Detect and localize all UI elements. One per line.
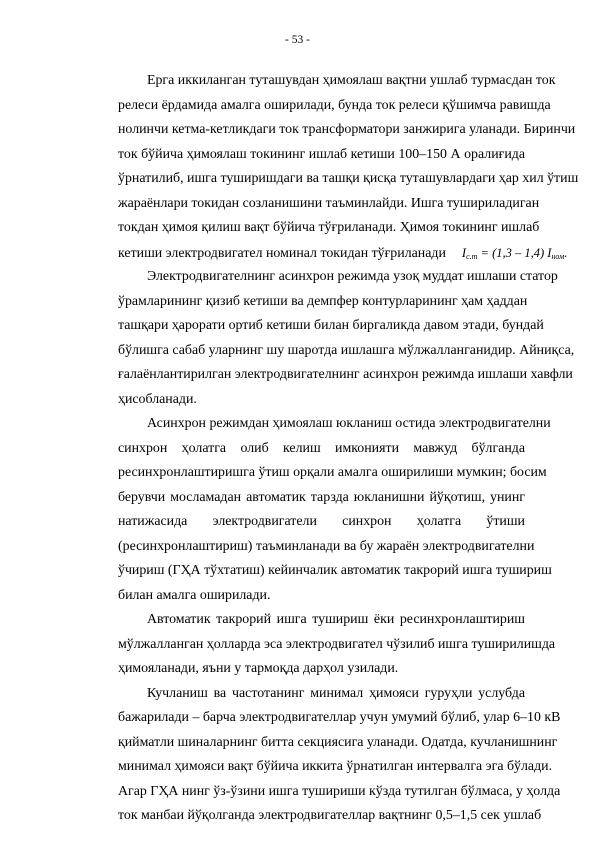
formula-subscript: с.т bbox=[466, 251, 478, 261]
formula-line bbox=[118, 241, 568, 266]
text-line: билан амалга оширилади. bbox=[118, 587, 271, 603]
text-line: мўлжалланган ҳолларда эса электродвигател чўзилиб ишга туширилишда bbox=[118, 636, 556, 652]
text-line: ток бўйича ҳимоялаш токининг ишлаб кетиши 100–150 А оралиғида bbox=[118, 146, 525, 162]
text-line: Ерга иккиланган туташувдан ҳимоялаш вақтни ушлаб турмасдан ток bbox=[147, 73, 556, 88]
formula-expression: = (1,3 – 1,4) I bbox=[477, 245, 552, 260]
text-line: ўчириш (ГҲА тўхтатиш) кейинчалик автоматик такрорий ишга тушириш bbox=[118, 563, 552, 578]
paragraph bbox=[118, 682, 561, 829]
text-line: Автоматик такрорий ишга тушириш ёки ресинхронлаштириш bbox=[147, 612, 525, 627]
current-formula bbox=[462, 246, 567, 260]
text-line: релеси ёрдамида амалга оширилади, бунда ток релеси қўшимча равишда bbox=[118, 97, 551, 113]
text-line: (ресинхронлаштириш) таъминланади ва бу жараён электродвигателни bbox=[118, 538, 535, 554]
text-line: бўлишга сабаб уларнинг шу шаротда ишлашга мўлжалланганидир. Айниқса, bbox=[118, 342, 575, 358]
paragraph bbox=[118, 412, 552, 608]
text-line: ўрамларининг қизиб кетиши ва демпфер контурларининг ҳам ҳаддан bbox=[118, 293, 528, 309]
text-line: Электродвигателнинг асинхрон режимда узоқ муддат ишлаши статор bbox=[147, 269, 558, 284]
paragraph bbox=[118, 69, 579, 265]
formula-symbol: I bbox=[461, 245, 467, 260]
text-line: Агар ГҲА нинг ўз-ўзини ишга тушириши кўзда тутилган бўлмаса, у ҳолда bbox=[118, 783, 561, 799]
text-line: Асинхрон режимдан ҳимоялаш юкланиш остида электродвигателни bbox=[147, 416, 551, 431]
formula-subscript: ном bbox=[551, 251, 565, 261]
page-number: - 53 - bbox=[285, 34, 310, 46]
text-line: ўрнатилиб, ишга туширишдаги ва ташқи қисқа туташувлардаги ҳар хил ўтиш bbox=[118, 171, 579, 186]
text-line: берувчи мосламадан автоматик тарзда юкланишни йўқотиш, унинг bbox=[118, 489, 525, 505]
text-line: ресинхронлаштиришга ўтиш орқали амалга оширилиши мумкин; босим bbox=[118, 465, 547, 480]
text-line: жараёнлари токидан созланишини таъминлайди. Ишга тушириладиган bbox=[118, 195, 540, 211]
text-line: бажарилади – барча электродвигателлар учун умумий бўлиб, улар 6–10 кВ bbox=[118, 710, 561, 725]
formula-punctuation: . bbox=[564, 245, 568, 260]
paragraph bbox=[118, 608, 556, 682]
text-line: нолинчи кетма-кетликдаги ток трансформатори занжирига уланади. Биринчи bbox=[118, 122, 576, 137]
text-line: токдан ҳимоя қилиш вақт бўйича тўғриланади. Ҳимоя токининг ишлаб bbox=[118, 220, 540, 235]
text-line: ташқари ҳарорати ортиб кетиши билан биргаликда давом этади, бундай bbox=[118, 318, 544, 333]
text-line: қийматли шиналарнинг битта секциясига уланади. Одатда, кучланишнинг bbox=[118, 734, 558, 750]
text-line: минимал ҳимояси вақт бўйича иккита ўрнатилган интервалга эга бўлади. bbox=[118, 759, 553, 774]
text-line: ҳимояланади, яъни у тармоқда дарҳол узилади. bbox=[118, 661, 399, 676]
text-line: ҳисобланади. bbox=[118, 391, 197, 407]
text-line: кетиши электродвигател номинал токидан тўғриланади bbox=[118, 245, 446, 261]
paragraph bbox=[118, 265, 575, 412]
text-line: ғалаёнлантирилган электродвигателнинг асинхрон режимда ишлаши хавфли bbox=[118, 367, 573, 382]
text-line: ток манбаи йўқолганда электродвигателлар вақтнинг 0,5–1,5 сек ушлаб bbox=[118, 808, 542, 823]
text-line: синхрон ҳолатга олиб келиш имконияти мавжуд бўлганда bbox=[118, 440, 525, 456]
text-line: Кучланиш ва частотанинг минимал ҳимояси гуруҳли услубда bbox=[147, 685, 525, 701]
text-line: натижасида электродвигатели синхрон ҳолатга ўтиши bbox=[118, 514, 525, 529]
body-text bbox=[118, 69, 579, 829]
